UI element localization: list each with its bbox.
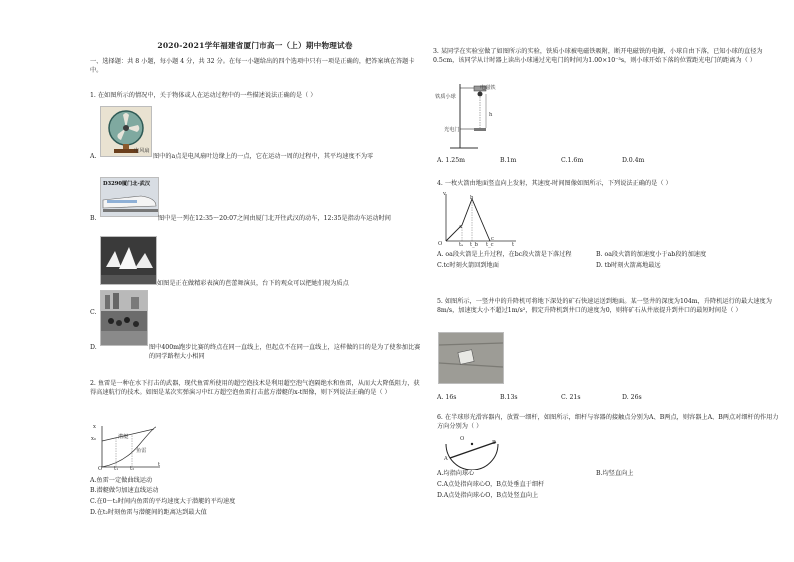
q6-option-a: A.均指向球心 (437, 470, 475, 477)
elevator-icon (439, 333, 503, 383)
q1-option-c-label: C. (90, 309, 97, 316)
fan-label: 电风扇 (134, 148, 150, 154)
train-sign: D3290厦门北-武汉 (103, 181, 151, 187)
q4-graph-t-axis: t (512, 242, 515, 248)
q3-option-a: A. 1.25m (437, 157, 466, 164)
q4-option-c: C.tc时刻火箭回到地面 (437, 262, 499, 269)
q6-fig-o: O (460, 436, 465, 442)
fan-image (100, 106, 152, 157)
q2-option-d: D.在t₂时刻鱼雷与潜艇间的距离达到最大值 (90, 509, 207, 516)
q3-fig-gate: 光电门 (444, 127, 460, 133)
race-image (100, 290, 148, 346)
q3-fig-h: h (489, 112, 493, 118)
race-crowd-icon (101, 291, 147, 345)
q3-option-c: C.1.6m (561, 157, 584, 164)
q4-graph-b: b (470, 195, 474, 201)
q2-graph-sub: 潜艇 (118, 434, 129, 440)
q1-option-b-caption: 图中是一列在12:35～20:07之间由厦门北开往武汉的动车，12:35是指动车运动时间 (158, 215, 391, 222)
q2-graph-x0: x₀ (91, 436, 97, 442)
q4-graph-tc: t_c (486, 242, 494, 248)
q4-graph-a: a (459, 224, 463, 230)
q4-option-a: A. oa段火箭是上升过程，在bc段火箭是下落过程 (437, 251, 572, 258)
q2-xt-graph (94, 423, 164, 473)
q6-option-b: B.均竖直向上 (596, 470, 634, 477)
q6-hemisphere-figure (440, 434, 510, 470)
ballet-image (100, 236, 157, 285)
q6-fig-b: B (492, 440, 496, 446)
q2-graph-t1: t₁ (114, 466, 119, 472)
q1-option-a-caption: 图中的a点是电风扇叶边缘上的一点，它在运动一周的过程中，其平均速度不为零 (153, 153, 374, 160)
train-icon (101, 178, 158, 216)
q2-graph-origin: O (98, 466, 103, 472)
train-image (100, 177, 159, 217)
q2-graph-tor: 鱼雷 (136, 448, 147, 454)
q3-option-d: D.0.4m (622, 157, 645, 164)
q5-option-b: B.13s (500, 394, 518, 401)
q4-graph-ta: tₐ (459, 242, 464, 248)
q2-graph-t2: t₂ (130, 466, 135, 472)
q2-stem: 2. 鱼雷是一种在水下打击的武器，现代鱼雷所使用的超空泡技术是利用超空泡气泡隔绝水和鱼雷，从而大大降低阻力，获得高速航行的技术。如图是某次实弹演习中红方超空泡鱼雷打击蓝方潜艇的x-t图像，则下列说法正确的是（ ） (90, 380, 420, 396)
q2-option-b: B.潜艇做匀加速直线运动 (90, 487, 159, 494)
q6-option-c: C.A点处指向球心O，B点处垂直于细杆 (437, 481, 545, 488)
q2-graph-t-axis: t (158, 462, 161, 468)
q2-graph-x-axis: x (93, 424, 96, 430)
q3-fig-magnet: 电磁铁 (480, 85, 496, 91)
q4-option-d: D. tb时刻火箭离地最远 (596, 262, 661, 269)
q4-graph-c: c (491, 236, 494, 242)
q1-stem: 1. 在如图所示的情况中，关于物体或人在运动过程中的一些描述说法正确的是（ ） (90, 92, 317, 99)
q1-option-d-caption: 图中400m跑步比赛的终点在同一直线上，但起点不在同一直线上，这样做的目的是为了使参加比赛的同学路程大小相同 (149, 344, 421, 360)
q6-stem: 6. 在半球形光滑容器内，放置一细杆，如图所示，细杆与容器的接触点分别为A、B两点，则容器上A、B两点对细杆的作用力方向分别为（ ） (437, 414, 779, 430)
q4-graph-origin: O (438, 241, 443, 247)
q1-option-b-label: B. (90, 215, 97, 222)
q5-stem: 5. 如图所示，一竖井中的升降机可将地下深处的矿石快速运送到地面。某一竖井的深度为104m，升降机运行的最大速度为8m/s，加速度大小不超过1m/s²，假定升降机到井口的速度为0，则将矿石从井底提升到井口的最短时间是（ ） (437, 298, 772, 314)
q3-option-b: B.1m (500, 157, 517, 164)
dancers-icon (101, 237, 156, 284)
q4-vt-graph (440, 191, 520, 249)
q6-fig-a: A (444, 456, 448, 462)
q3-apparatus (440, 80, 510, 152)
q4-option-b: B. oa段火箭的加速度小于ab段的加速度 (596, 251, 707, 258)
q1-option-d-label: D. (90, 344, 97, 351)
q2-option-a: A.鱼雷一定做曲线运动 (90, 477, 153, 484)
q2-option-c: C.在0～t₂时间内鱼雷的平均速度大于潜艇的平均速度 (90, 498, 236, 505)
q1-option-a-label: A. (90, 153, 97, 160)
q5-option-c: C. 21s (561, 394, 581, 401)
mine-shaft-image (438, 332, 504, 384)
q4-graph-tb: t_b (470, 242, 478, 248)
q4-graph-v-axis: v (443, 191, 446, 197)
q6-option-d: D.A点处指向球心O，B点处竖直向上 (437, 492, 539, 499)
q3-fig-ball: 铁质小球 (435, 94, 456, 100)
section-heading: 一、选择题：共 8 小题，每小题 4 分，共 32 分。在每一小题给出的四个选项中只有一项是正确的，把答案填在答题卡中。 (90, 58, 415, 74)
q1-option-c-caption: 如图是正在做精彩表演的芭蕾舞演员，台下的观众可以把她们视为质点 (157, 280, 349, 287)
q3-stem: 3. 某同学在实验室做了如图所示的实验，铁质小球被电磁铁吸附，断开电磁铁的电源，小球自由下落，已知小球的直径为0.5cm，该同学从计时器上读出小球通过光电门的时间为1.00×10⁻³s，则小球开始下落的位置距光电门的距离为（ ） (433, 48, 763, 64)
q4-stem: 4. 一枚火箭由地面竖直向上发射，其速度-时间图像如图所示，下列说法正确的是（ ） (437, 180, 672, 187)
q5-option-a: A. 16s (437, 394, 457, 401)
q5-option-d: D. 26s (622, 394, 642, 401)
page-title: 2020-2021学年福建省厦门市高一（上）期中物理试卷 (157, 41, 353, 50)
